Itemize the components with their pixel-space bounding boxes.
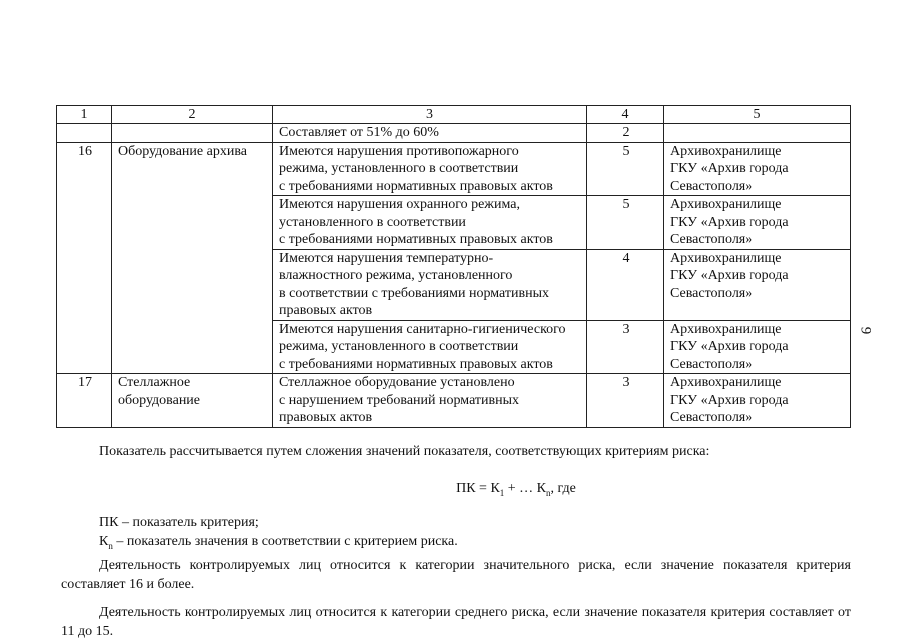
criterion-line: с требованиями нормативных правовых актов bbox=[279, 356, 553, 372]
criterion-line: Имеются нарушения температурно- bbox=[279, 250, 494, 266]
row-number-cell: 17 bbox=[57, 374, 112, 428]
object-cell bbox=[664, 320, 851, 374]
column-header: 2 bbox=[112, 106, 273, 124]
criterion-cell bbox=[273, 374, 587, 428]
object-cell bbox=[664, 142, 851, 196]
risk-criteria-table bbox=[56, 105, 851, 428]
definition-kn-symbol: К bbox=[99, 533, 109, 549]
criterion-line: с требованиями нормативных правовых актов bbox=[279, 178, 553, 194]
table-row bbox=[57, 374, 851, 428]
criterion-line: в соответствии с требованиями нормативных bbox=[279, 285, 549, 301]
criterion-cell bbox=[273, 320, 587, 374]
criterion-line: установленного в соответствии bbox=[279, 214, 466, 230]
criterion-line: режима, установленного в соответствии bbox=[279, 339, 519, 354]
row-number-cell: 16 bbox=[57, 142, 112, 374]
object-line: Архивохранилище bbox=[670, 375, 782, 390]
object-line: Архивохранилище bbox=[670, 321, 782, 337]
formula bbox=[181, 479, 851, 503]
definition-pk: ПК – показатель критерия; bbox=[99, 514, 259, 530]
score-cell: 5 bbox=[587, 196, 664, 250]
score-cell: 4 bbox=[587, 249, 664, 320]
object-line: Севастополя» bbox=[670, 232, 753, 247]
high-risk-paragraph: Деятельность контролируемых лиц относится к категории значительного риска, если значение показателя критерия составляет 16 и более. bbox=[61, 557, 851, 592]
object-cell bbox=[664, 124, 851, 143]
formula-subscript: 1 bbox=[499, 487, 505, 498]
formula-prefix: ПК = К bbox=[456, 481, 500, 496]
criterion-line: с нарушением требований нормативных bbox=[279, 392, 520, 408]
column-header: 4 bbox=[587, 106, 664, 124]
object-line: Архивохранилище bbox=[670, 197, 782, 212]
table-row bbox=[57, 124, 851, 143]
formula-intro-paragraph: Показатель рассчитывается путем сложения значений показателя, соответствующих критериям риска: bbox=[99, 444, 710, 459]
column-header: 3 bbox=[273, 106, 587, 124]
definition-kn-subscript: n bbox=[108, 540, 113, 551]
object-cell bbox=[664, 374, 851, 428]
indicator-name-cell bbox=[112, 124, 273, 143]
row-number-cell bbox=[57, 124, 112, 143]
object-line: Севастополя» bbox=[670, 410, 753, 425]
indicator-name-line: Стеллажное bbox=[118, 375, 191, 390]
criterion-line: правовых актов bbox=[279, 303, 373, 318]
object-line: Севастополя» bbox=[670, 178, 753, 194]
criterion-line: с требованиями нормативных правовых актов bbox=[279, 232, 553, 247]
score-cell: 5 bbox=[587, 142, 664, 196]
score-cell: 2 bbox=[587, 124, 664, 143]
criterion-cell bbox=[273, 196, 587, 250]
criterion-line: Имеются нарушения охранного режима, bbox=[279, 197, 520, 212]
criterion-line: Стеллажное оборудование установлено bbox=[279, 375, 515, 390]
object-line: ГКУ «Архив города bbox=[670, 161, 789, 176]
definition-kn bbox=[61, 532, 851, 556]
criterion-line: Имеются нарушения противопожарного bbox=[279, 143, 519, 159]
object-line: Архивохранилище bbox=[670, 143, 782, 159]
object-line: ГКУ «Архив города bbox=[670, 214, 789, 230]
column-header: 1 bbox=[57, 106, 112, 124]
score-cell: 3 bbox=[587, 374, 664, 428]
object-line: ГКУ «Архив города bbox=[670, 268, 789, 283]
object-line: ГКУ «Архив города bbox=[670, 392, 789, 408]
object-cell bbox=[664, 196, 851, 250]
score-cell: 3 bbox=[587, 320, 664, 374]
formula-middle: + … К bbox=[504, 481, 547, 496]
indicator-name-cell bbox=[112, 374, 273, 428]
page-number: 9 bbox=[857, 326, 874, 335]
criterion-line: режима, установленного в соответствии bbox=[279, 161, 519, 176]
definition-kn-text: – показатель значения в соответствии с критерием риска. bbox=[112, 533, 458, 549]
criterion-cell: Составляет от 51% до 60% bbox=[273, 124, 587, 143]
formula-subscript: n bbox=[546, 487, 551, 498]
criterion-cell bbox=[273, 249, 587, 320]
indicator-name-cell: Оборудование архива bbox=[112, 142, 273, 374]
formula-suffix: , где bbox=[550, 481, 576, 496]
table-row bbox=[57, 142, 851, 196]
criterion-line: Имеются нарушения санитарно-гигиенического bbox=[279, 321, 566, 337]
object-line: Севастополя» bbox=[670, 356, 753, 372]
indicator-name-line: оборудование bbox=[118, 392, 201, 408]
column-header: 5 bbox=[664, 106, 851, 124]
object-cell bbox=[664, 249, 851, 320]
criterion-line: влажностного режима, установленного bbox=[279, 268, 513, 283]
object-line: ГКУ «Архив города bbox=[670, 339, 789, 354]
medium-risk-paragraph: Деятельность контролируемых лиц относится к категории среднего риска, если значение показателя критерия составляет от 11 до 15. bbox=[61, 604, 851, 639]
object-line: Архивохранилище bbox=[670, 250, 782, 266]
object-line: Севастополя» bbox=[670, 285, 753, 301]
criterion-line: правовых актов bbox=[279, 410, 373, 425]
criterion-cell bbox=[273, 142, 587, 196]
table-header-row bbox=[57, 106, 851, 124]
notes-section bbox=[61, 442, 851, 641]
